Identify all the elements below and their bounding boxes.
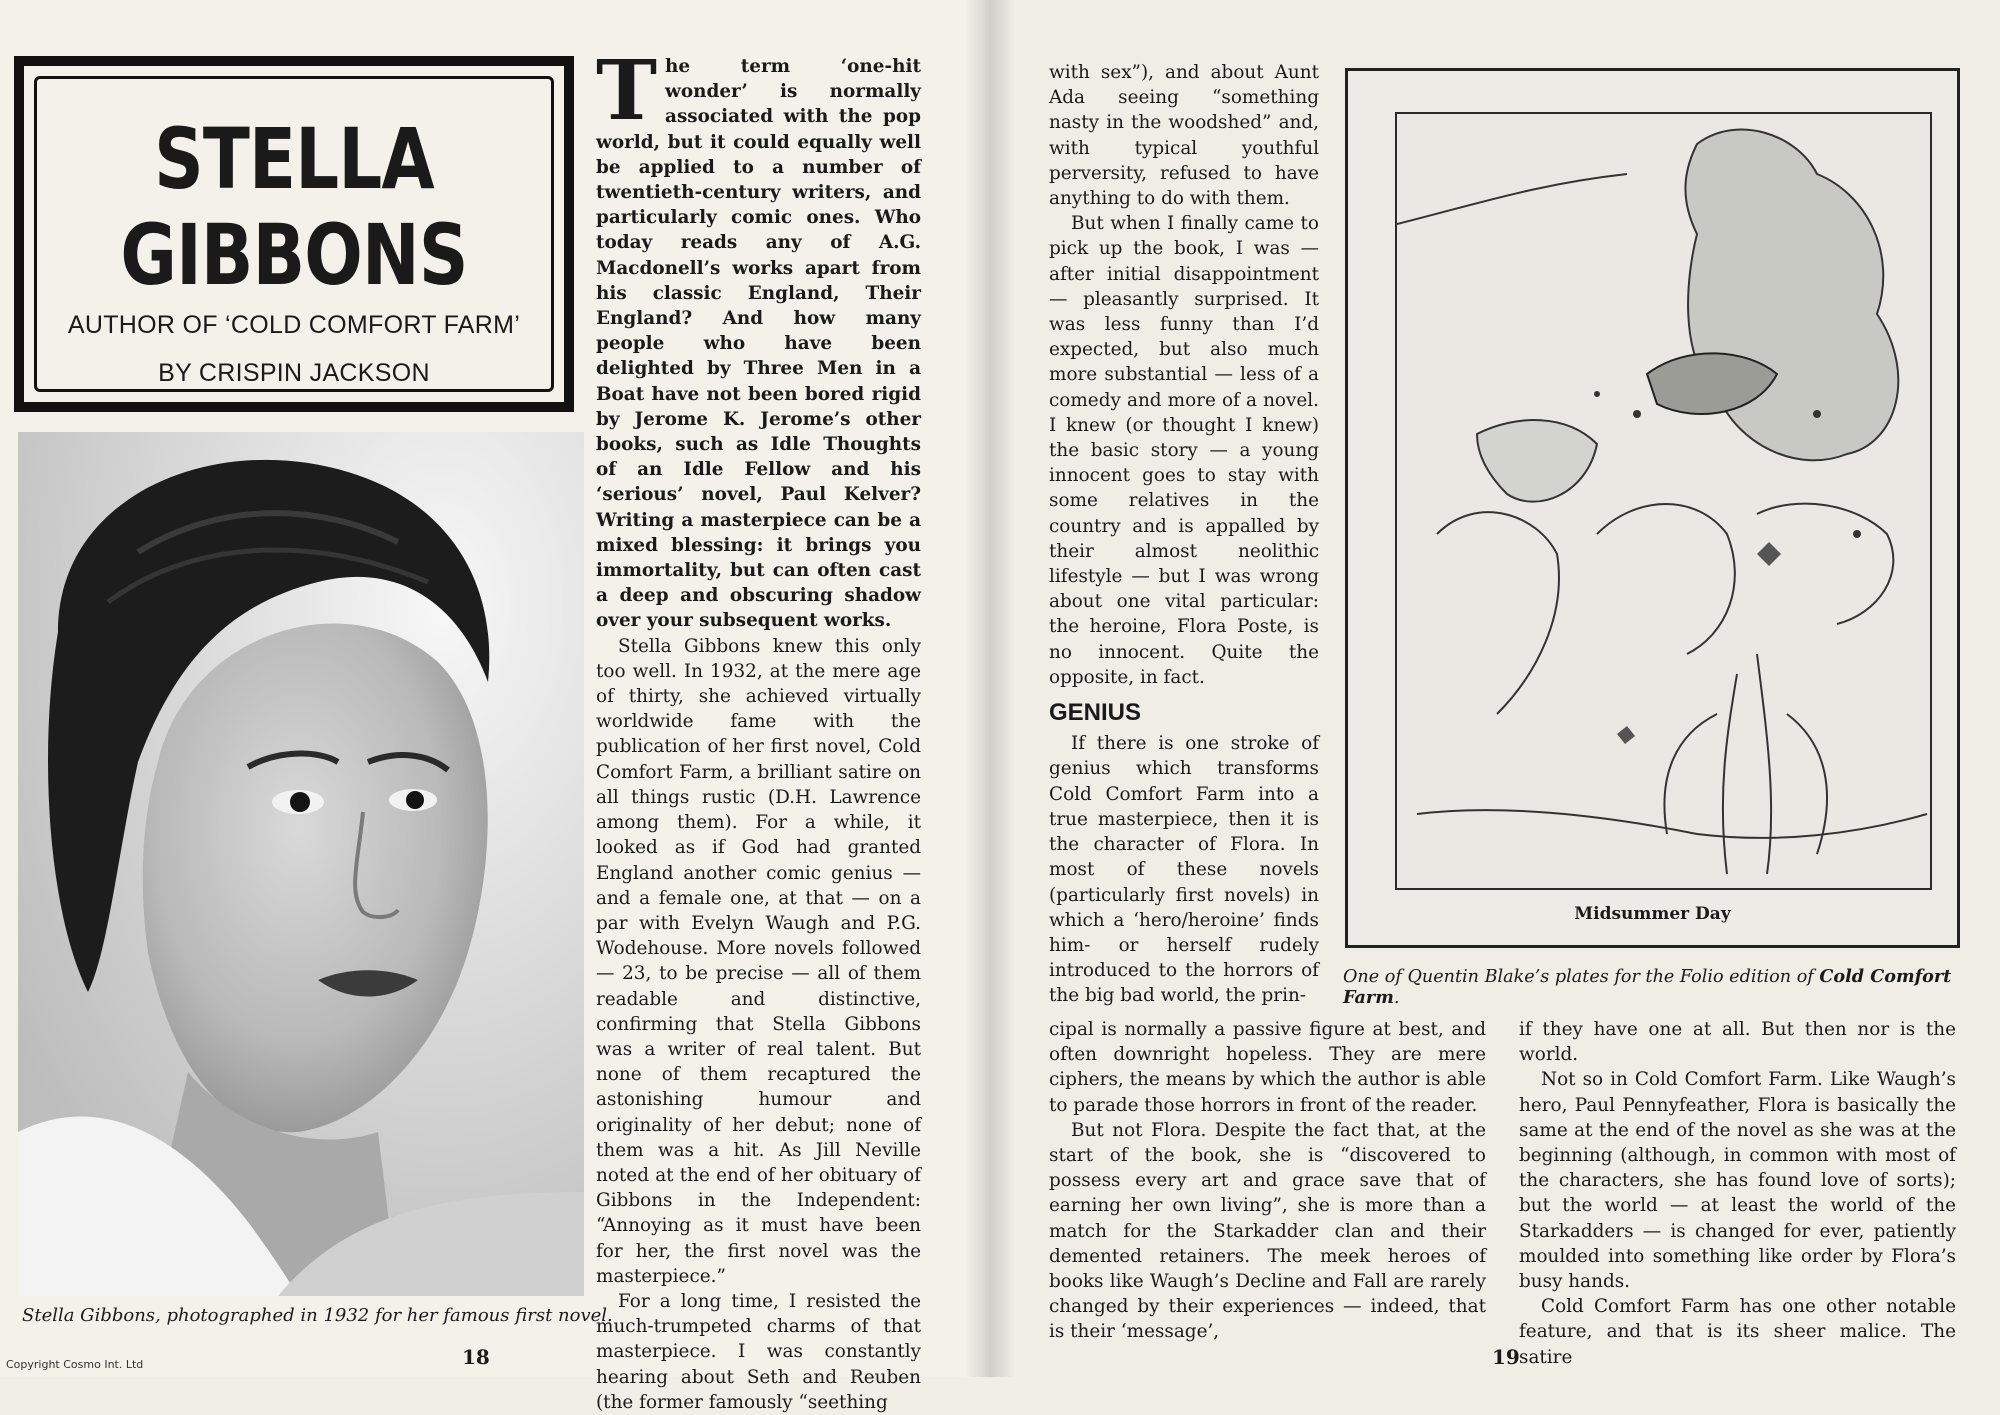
text-column-3	[1049, 1017, 1486, 1345]
text-column-4	[1519, 1017, 1956, 1370]
title-line-2: GIBBONS	[120, 206, 468, 304]
portrait-image	[18, 432, 584, 1296]
illustration-sketch	[1397, 114, 1932, 890]
drop-cap: T	[596, 43, 658, 139]
page-number-right: 19	[1492, 1345, 1520, 1369]
title-line-1: STELLA	[154, 110, 434, 208]
article-title	[83, 111, 504, 303]
title-box	[14, 56, 574, 412]
intro-paragraph: The term ‘one-hit wonder’ is normally associated with the pop world, but it could equally well be applied to a number of twentieth-century writers, and particularly comic ones. Who today reads any of A.G. Macdonell’s works apart from his classic England, Their England? And how many people who have been delighted by Three Men in a Boat have not been bored rigid by Jerome K. Jerome’s other books, such as Idle Thoughts of an Idle Fellow and his ‘serious’ novel, Paul Kelver? Writing a masterpiece can be a mixed blessing: it brings you immortality, but can often cast a deep and obscuring shadow over your subsequent works.	[596, 43, 921, 632]
body-paragraph: Not so in Cold Comfort Farm. Like Waugh’s hero, Paul Pennyfeather, Flora is basically the same at the end of the novel as she was at the beginning (although, in common with most of the characters, she has found love of sorts); but the world — at least the world of the Starkadders — is changed for ever, patiently moulded into something like order by Flora’s busy hands.	[1519, 1069, 1956, 1293]
article-byline: BY CRISPIN JACKSON	[158, 359, 430, 387]
illustration-art	[1395, 112, 1932, 890]
body-paragraph: For a long time, I resisted the much-trumpeted charms of that masterpiece. I was constantly hearing about Seth and Reuben (the former famously “seething	[596, 1290, 921, 1413]
section-heading: GENIUS	[1049, 699, 1142, 727]
illustration-title: Midsummer Day	[1574, 904, 1731, 924]
title-inner-border	[34, 76, 554, 392]
text-column-1	[596, 43, 921, 1415]
text-column-2	[1049, 60, 1319, 1009]
body-paragraph: But when I finally came to pick up the book, I was — after initial disappointment — pleasantly surprised. It was less funny than I’d expected, but also much more substantial — less of a comedy and more of a novel. I knew (or thought I knew) the basic story — a young innocent goes to stay with some relatives in the country and is appalled by their almost neolithic lifestyle — but I was wrong about one vital particular: the heroine, Flora Poste, is no innocent. Quite the opposite, in fact.	[1049, 213, 1319, 688]
body-paragraph: with sex”), and about Aunt Ada seeing “something nasty in the woodshed” and, with typical youthful perversity, refused to have anything to do with them.	[1049, 62, 1319, 210]
body-paragraph: If there is one stroke of genius which transforms Cold Comfort Farm into a true masterpiece, then it is the character of Flora. In most of these novels (particularly first novels) in which a ‘hero/heroine’ finds him- or herself rudely introduced to the horrors of the big bad world, the prin-	[1049, 733, 1319, 1007]
article-subtitle: AUTHOR OF ‘COLD COMFORT FARM’	[67, 311, 521, 339]
body-paragraph: if they have one at all. But then nor is the world.	[1519, 1019, 1956, 1066]
illustration-caption: One of Quentin Blake’s plates for the Folio edition of Cold Comfort Farm.	[1343, 966, 1952, 1008]
body-paragraph: Cold Comfort Farm has one other notable feature, and that is its sheer malice. The satire	[1519, 1296, 1956, 1368]
copyright-notice: Copyright Cosmo Int. Ltd	[6, 1358, 144, 1371]
page-gutter	[965, 0, 1015, 1377]
body-paragraph: cipal is normally a passive figure at best, and often downright hopeless. They are mere ciphers, the means by which the author is able to parade those horrors in front of the reader.	[1049, 1019, 1486, 1116]
body-paragraph: Stella Gibbons knew this only too well. In 1932, at the mere age of thirty, she achieved virtually worldwide fame with the publication of her first novel, Cold Comfort Farm, a brilliant satire on all things rustic (D.H. Lawrence among them). For a while, it looked as if God had granted England another comic genius — and a female one, at that — on a par with Evelyn Waugh and P.G. Wodehouse. More novels followed — 23, to be precise — all of them readable and distinctive, confirming that Stella Gibbons was a writer of real talent. But none of them recaptured the astonishing humour and originality of her debut; none of them was a hit. As Jill Neville noted at the end of her obituary of Gibbons in the Independent: “Annoying as it must have been for her, the first novel was the masterpiece.”	[596, 635, 921, 1287]
author-portrait	[18, 432, 584, 1296]
page-number-left: 18	[462, 1345, 490, 1369]
body-paragraph: But not Flora. Despite the fact that, at the start of the book, she is “discovered to possess every art and grace save that of earning her own living”, she is more than a match for the Starkadder clan and their demented retainers. The meek heroes of books like Waugh’s Decline and Fall are rarely changed by their experiences — indeed, that is their ‘message’,	[1049, 1119, 1486, 1343]
photo-caption: Stella Gibbons, photographed in 1932 for her famous first novel.	[22, 1305, 613, 1326]
